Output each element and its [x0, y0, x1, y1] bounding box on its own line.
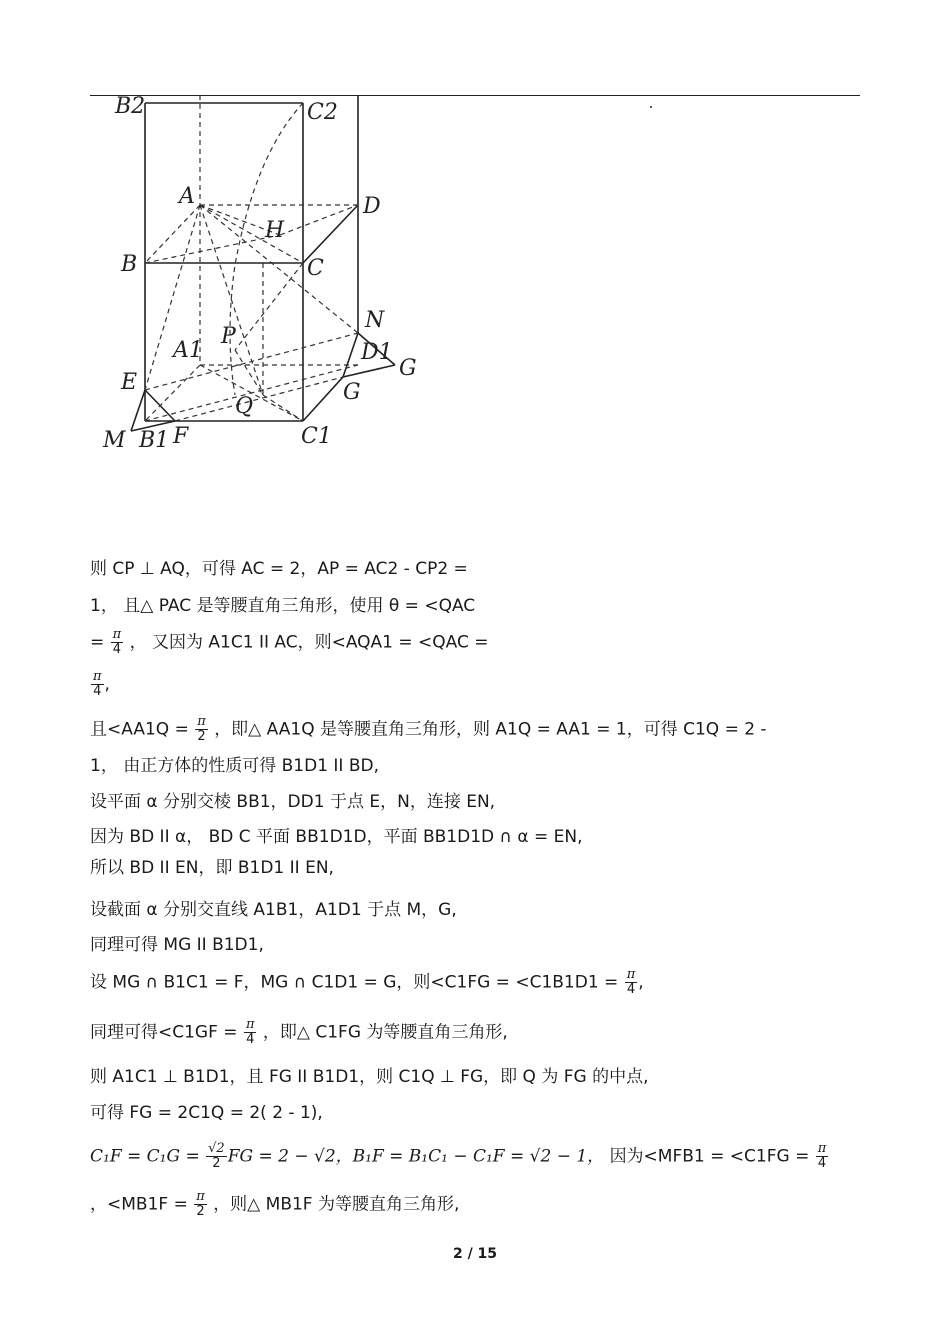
label-a: A [179, 184, 195, 209]
text-line-3: = $\frac{\pi}{4}$ ， 又因为 A1C1 II AC，则<AQA1 = <QAC = [90, 627, 489, 657]
label-b: B [121, 252, 138, 277]
edge-c-d [303, 205, 358, 263]
dash-arc [230, 103, 303, 395]
edge-g-g2 [343, 365, 395, 377]
text-line-4: $\frac{\pi}{4}$ , [93, 669, 110, 699]
label-f: F [173, 424, 189, 449]
label-d: D [363, 194, 381, 219]
geometry-figure [95, 95, 435, 465]
label-g-right: G [399, 356, 417, 381]
label-b2: B2 [115, 95, 146, 119]
text-line-17: ，<MB1F = $\frac{\pi}{2}$ ，则△ MB1F 为等腰直角三角形, [90, 1189, 460, 1219]
label-c1: C1 [301, 424, 332, 449]
text-line-5: 且<AA1Q = $\frac{\pi}{2}$ ，即△ AA1Q 是等腰直角三角形，则 A1Q = AA1 = 1，可得 C1Q = 2 - [90, 714, 767, 744]
label-m: M [103, 428, 126, 453]
dash-q-c1 [263, 395, 303, 421]
fraction-sqrt2-2: $\frac{√2}{2}$ [208, 1141, 225, 1171]
dash-b-h [145, 235, 280, 263]
stray-dot [650, 106, 652, 108]
label-n: N [365, 308, 385, 333]
text-line-10: 设截面 α 分别交直线 A1B1，A1D1 于点 M，G, [90, 900, 457, 920]
text-line-2: 1， 且△ PAC 是等腰直角三角形，使用 θ = <QAC [90, 596, 476, 616]
label-p: P [221, 324, 236, 349]
text-line-13: 同理可得<C1GF = $\frac{\pi}{4}$ ，即△ C1FG 为等腰直角三角形, [90, 1017, 508, 1047]
text-line-11: 同理可得 MG II B1D1, [90, 935, 264, 955]
label-e: E [121, 370, 138, 395]
edge-e-m [131, 390, 145, 431]
label-a1: A1 [173, 338, 203, 363]
text-line-1: 则 CP ⊥ AQ，可得 AC = 2，AP = AC2 - CP2 = [90, 559, 468, 579]
page-number: 2 / 15 [452, 1246, 498, 1262]
fraction-pi-4: $\frac{\pi}{4}$ [817, 1141, 827, 1171]
label-g: G [343, 380, 361, 405]
fraction-pi-4: $\frac{\pi}{4}$ [93, 669, 102, 699]
text-line-6: 1， 由正方体的性质可得 B1D1 II BD, [90, 756, 379, 776]
label-c2: C2 [307, 100, 338, 125]
dash-h-d [280, 205, 358, 235]
dash-p-q [235, 350, 263, 395]
text-line-12: 设 MG ∩ B1C1 = F，MG ∩ C1D1 = G，则<C1FG = <C1B1D1 = $\frac{\pi}{4}$ , [90, 967, 644, 997]
edge-c1-g [303, 377, 343, 421]
edge-n-g [343, 333, 358, 377]
label-d1: D1 [361, 340, 393, 365]
dash-f-g [175, 377, 343, 421]
dash-a1-b1 [145, 365, 200, 421]
fraction-pi-4: $\frac{\pi}{4}$ [245, 1017, 255, 1047]
text-line-14: 则 A1C1 ⊥ B1D1，且 FG II B1D1，则 C1Q ⊥ FG，即 Q 为 FG 的中点, [90, 1067, 649, 1087]
text-line-16: C₁F = C₁G = $\frac{√2}{2}$ FG = 2 − √2，B₁F = B₁C₁ − C₁F = √2 − 1， 因为<MFB1 = <C1FG = $\frac{\pi}{4}$ [90, 1141, 827, 1171]
fraction-pi-4: $\frac{\pi}{4}$ [112, 627, 122, 657]
label-c: C [307, 256, 324, 281]
dash-a-c [200, 205, 303, 263]
text-line-15: 可得 FG = 2C1Q = 2( 2 - 1), [90, 1103, 323, 1123]
text-line-8: 因为 BD II α， BD C 平面 BB1D1D，平面 BB1D1D ∩ α = EN, [90, 827, 583, 847]
fraction-pi-2: $\frac{\pi}{2}$ [197, 714, 206, 744]
label-h: H [265, 218, 285, 243]
dash-c-p [235, 263, 303, 350]
label-b1: B1 [139, 428, 170, 453]
text-line-9: 所以 BD II EN，即 B1D1 II EN, [90, 858, 334, 878]
label-q: Q [235, 394, 254, 419]
fraction-pi-4: $\frac{\pi}{4}$ [626, 967, 636, 997]
text-line-7: 设平面 α 分别交棱 BB1，DD1 于点 E，N，连接 EN, [90, 792, 496, 812]
fraction-pi-2: $\frac{\pi}{2}$ [196, 1189, 205, 1219]
